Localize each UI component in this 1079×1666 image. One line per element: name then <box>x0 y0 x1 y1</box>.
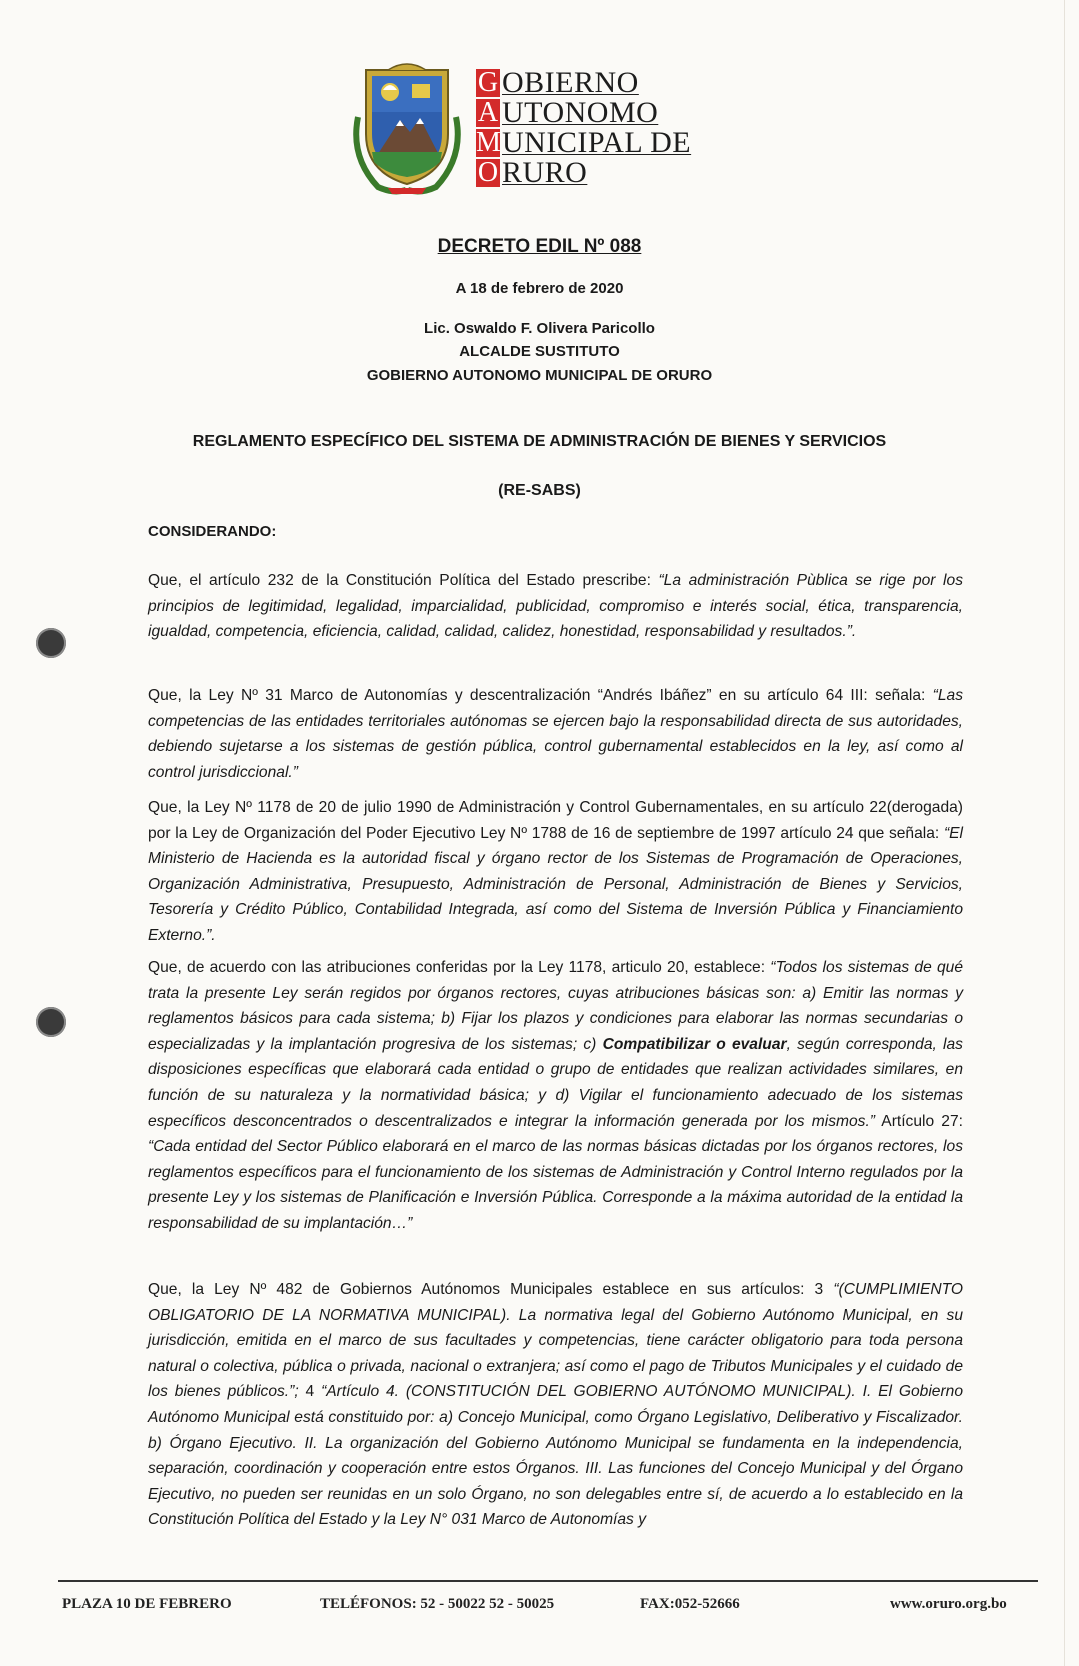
paragraph-bold-phrase: Compatibilizar o evaluar <box>602 1035 787 1053</box>
paragraph-quote: “La administración Pùblica se rige por los principios de legitimidad, legalidad, imparcialidad, publicidad, compromiso e interés social, ética, transparencia, igualdad, competencia, eficiencia, calidad, calidad, calidez, honestidad, responsabilidad y resultados.”. <box>148 572 963 641</box>
paragraph-intro: Que, el artículo 232 de la Constitución Política del Estado prescribe: <box>148 572 659 589</box>
signer-organization: GOBIERNO AUTONOMO MUNICIPAL DE ORURO <box>366 367 713 384</box>
logo-initial: O <box>477 157 499 188</box>
logo-line <box>476 128 691 158</box>
logo-word: UTONOMO <box>502 96 659 129</box>
paragraph <box>148 795 963 949</box>
paragraph-mid: Artículo 27: <box>875 1112 963 1130</box>
logo-initial: G <box>477 67 499 98</box>
municipal-logo <box>348 62 733 197</box>
paragraph-intro: Que, la Ley Nº 1178 de 20 de julio 1990 de Administración y Control Gubernamentales, en su artículo 22(derogada) por la Ley de Organización del Poder Ejecutivo Ley Nº 1788 de 16 de septiembre de 1997 artículo 24 que señala: <box>148 799 963 842</box>
logo-line <box>476 158 691 188</box>
paragraph-intro: Que, la Ley Nº 482 de Gobiernos Autónomos Municipales establece en sus artículos: 3 <box>148 1281 834 1298</box>
logo-line <box>476 68 691 98</box>
punch-hole <box>36 1007 66 1037</box>
paragraph-quote: “(CUMPLIMIENTO OBLIGATORIO DE LA NORMATIVA MUNICIPAL). La normativa legal del Gobierno Autónomo Municipal, en su jurisdicción, emitida en el marco de sus facultades y competencias, tiene carácter obligatorio para toda persona natural o colectiva, pública o privada, nacional o extranjera; así como el pago de Tributos Municipales y el cuidado de los bienes públicos.”; <box>148 1281 963 1401</box>
paragraph-quote: “Todos los sistemas de qué trata la presente Ley serán regidos por órganos rectores, cuyas atribuciones básicas son: a) Emitir las normas y reglamentos básicos para cada sistema; b) Fijar los plazos y condiciones para elaborar las normas secundarias o especializadas y la implantación progresiva de los sistemas; c) <box>148 959 964 1053</box>
considerando-heading: CONSIDERANDO: <box>148 523 277 540</box>
logo-line <box>476 98 691 128</box>
coat-of-arms-icon <box>348 62 466 197</box>
paragraph-intro: Que, la Ley Nº 31 Marco de Autonomías y descentralización “Andrés Ibáñez” en su artículo 64 III: señala: <box>148 687 933 704</box>
logo-word: RURO <box>502 156 588 189</box>
paragraph <box>148 1277 963 1533</box>
signer-role: ALCALDE SUSTITUTO <box>459 343 620 360</box>
regulation-title: REGLAMENTO ESPECÍFICO DEL SISTEMA DE ADMINISTRACIÓN DE BIENES Y SERVICIOS <box>192 433 887 450</box>
paragraph-quote: , según corresponda, las disposiciones específicas que elaborará cada entidad o grupo de entidades que realizan actividades similares, en función de su naturaleza y la normatividad básica; y d) Vigilar el funcionamiento adecuado de los sistemas específicos desconcentrados o descentralizados e integrar la información generada por los mismos.” <box>148 1035 963 1130</box>
footer-divider <box>58 1580 1038 1582</box>
paragraph <box>148 955 963 1237</box>
paragraph <box>148 568 963 645</box>
paragraph-quote: “Artículo 4. (CONSTITUCIÓN DEL GOBIERNO AUTÓNOMO MUNICIPAL). I. El Gobierno Autónomo Municipal está constituido por: a) Concejo Municipal, como Órgano Legislativo, Deliberativo y Fiscalizador. b) Órgano Ejecutivo. II. La organización del Gobierno Autónomo Municipal se fundamenta en la independencia, separación, coordinación y cooperación entre estos Órganos. III. Las funciones del Concejo Municipal y del Órgano Ejecutivo, no pueden ser reunidas en un solo Órgano, no son delegables entre sí, de acuerdo a lo establecido en la Constitución Política del Estado y la Ley N° 031 Marco de Autonomías y <box>148 1383 964 1529</box>
logo-initial: A <box>477 97 499 128</box>
signer-name: Lic. Oswaldo F. Olivera Paricollo <box>424 320 655 337</box>
regulation-acronym: (RE-SABS) <box>498 482 581 499</box>
logo-initial: M <box>476 127 501 158</box>
footer-address: PLAZA 10 DE FEBRERO <box>62 1596 232 1612</box>
footer-fax: FAX:052-52666 <box>640 1596 740 1612</box>
paragraph <box>148 683 963 785</box>
decree-date: A 18 de febrero de 2020 <box>455 280 624 297</box>
paragraph-quote: “Las competencias de las entidades territoriales autónomas se ejercen bajo la responsabilidad directa de sus autoridades, debiendo sujetarse a los sistemas de gestión pública, control gubernamental establecidos en la ley, así como al control jurisdiccional.” <box>148 687 963 781</box>
paragraph-mid: 4 <box>298 1383 322 1401</box>
footer-website: www.oruro.org.bo <box>890 1596 1007 1612</box>
paragraph-quote: “El Ministerio de Hacienda es la autoridad fiscal y órgano rector de los Sistemas de Programación de Operaciones, Organización Administrativa, Presupuesto, Administración de Personal, Administración de Bienes y Servicios, Tesorería y Crédito Público, Contabilidad Integrada, así como del Sistema de Inversión Pública y Financiamiento Externo.”. <box>148 824 963 944</box>
punch-hole <box>36 628 66 658</box>
logo-word: UNICIPAL DE <box>502 126 692 159</box>
logo-word: OBIERNO <box>502 66 639 99</box>
paragraph-intro: Que, de acuerdo con las atribuciones conferidas por la Ley 1178, articulo 20, establece: <box>148 959 771 976</box>
footer-phones: TELÉFONOS: 52 - 50022 52 - 50025 <box>320 1596 555 1612</box>
decree-title: DECRETO EDIL Nº 088 <box>437 236 642 257</box>
paragraph-quote: “Cada entidad del Sector Público elaborará en el marco de las normas básicas dictadas por los órganos rectores, los reglamentos específicos para el funcionamiento de los sistemas de Administración y Control Interno regulados por la presente Ley y los sistemas de Planificación e Inversión Pública. Corresponde a la máxima autoridad de la entidad la responsabilidad de su implantación…” <box>148 1138 963 1232</box>
